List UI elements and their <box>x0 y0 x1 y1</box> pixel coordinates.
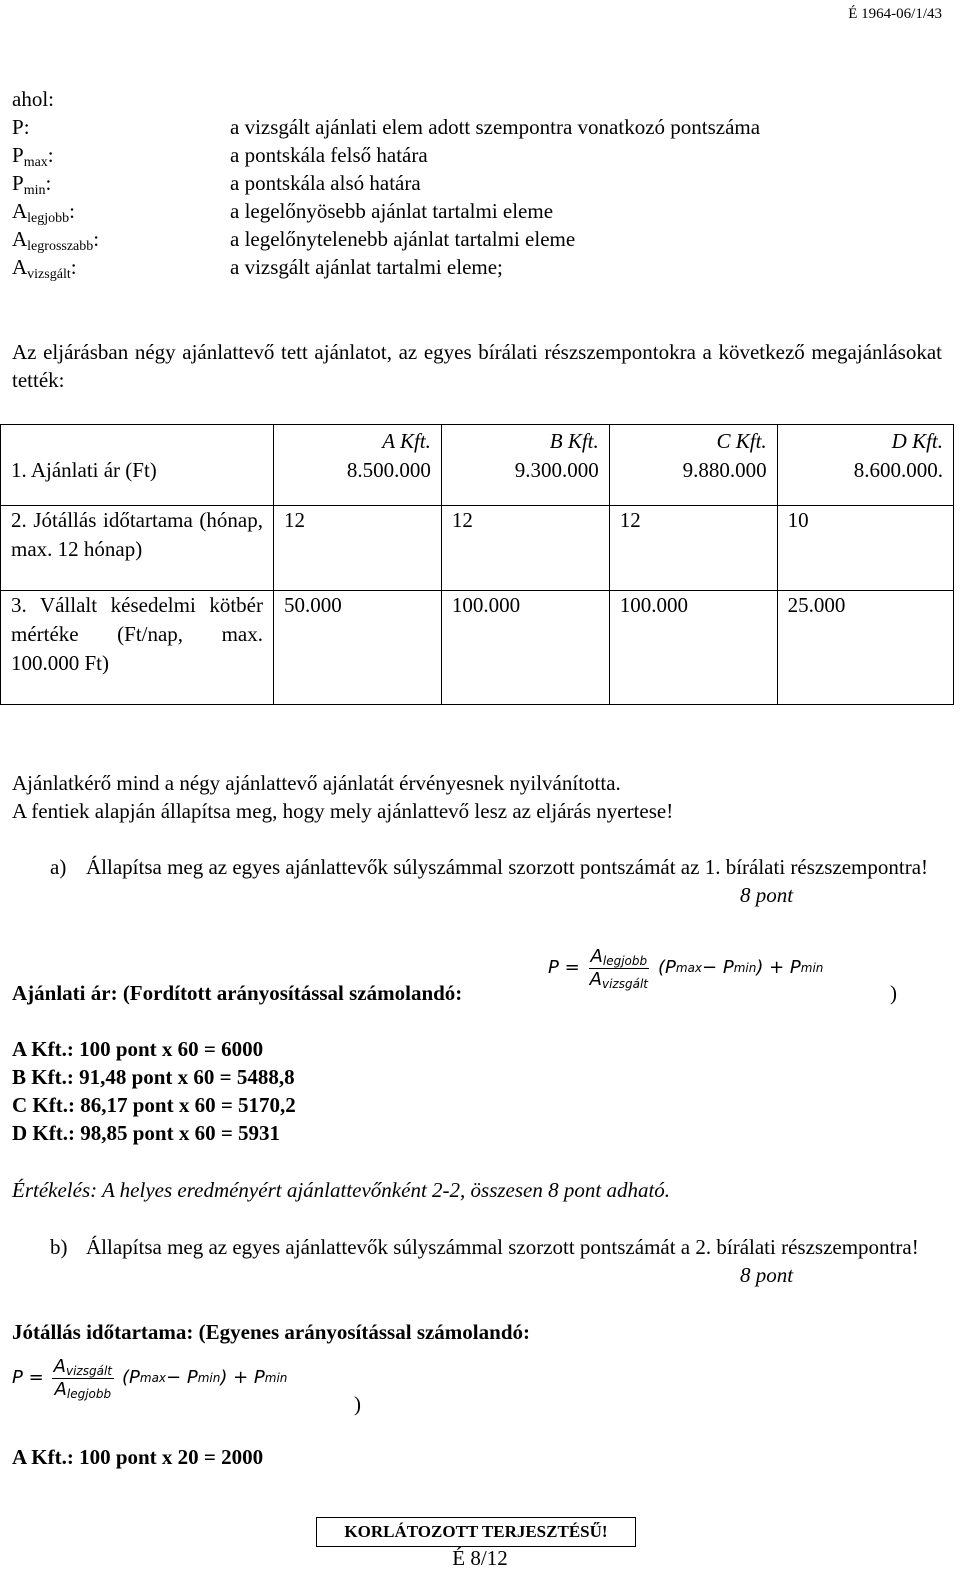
section-b-closing-paren: ) <box>354 1392 361 1416</box>
table-header-cell: C Kft. <box>609 425 777 457</box>
result-line: D Kft.: 98,85 pont x 60 = 5931 <box>12 1121 281 1145</box>
task-a-label: a) <box>50 855 67 879</box>
intro-paragraph: Az eljárásban négy ajánlattevő tett ajánlatot, az egyes bírálati részszempontokra a következő megajánlásokat tették: <box>12 340 942 392</box>
definition-symbol: $P_{max}$: <box>12 143 54 170</box>
table-criterion-cell: 3. Vállalt késedelmi kötbér mértéke (Ft/nap, max. 100.000 Ft) <box>1 591 274 705</box>
task-a <box>50 853 942 881</box>
table-value-cell: 25.000 <box>777 591 953 705</box>
table-row <box>1 456 954 506</box>
definition-description: a vizsgált ajánlat tartalmi eleme; <box>230 255 503 279</box>
formula-reverse-proportion: P = $\frac{A_{legjobb}}{A_{vizsgált}}$ (P max − P min ) + P min <box>548 945 824 991</box>
task-b-label: b) <box>50 1235 68 1259</box>
definitions-intro: ahol: <box>12 87 54 111</box>
page-number: É 8/12 <box>452 1546 508 1570</box>
result-line: C Kft.: 86,17 pont x 60 = 5170,2 <box>12 1093 296 1117</box>
table-row <box>1 591 954 705</box>
task-b <box>50 1233 942 1261</box>
definition-description: a legelőnytelenebb ajánlat tartalmi eleme <box>230 227 576 251</box>
task-a-points: 8 pont <box>740 883 794 907</box>
table-value-cell: 100.000 <box>609 591 777 705</box>
section-a-closing-paren: ) <box>890 981 897 1005</box>
table-header-cell: A Kft. <box>274 425 442 457</box>
definition-symbol: $A_{vizsgált}$: <box>12 255 77 282</box>
result-line: A Kft.: 100 pont x 20 = 2000 <box>12 1445 264 1469</box>
result-line: B Kft.: 91,48 pont x 60 = 5488,8 <box>12 1065 295 1089</box>
offers-table <box>0 424 954 705</box>
table-value-cell: 9.300.000 <box>441 456 609 506</box>
table-header-cell: D Kft. <box>777 425 953 457</box>
restriction-stamp: KORLÁTOZOTT TERJESZTÉSŰ! <box>316 1517 636 1547</box>
question-paragraph: A fentiek alapján állapítsa meg, hogy mely ajánlattevő lesz az eljárás nyertese! <box>12 799 674 823</box>
task-b-text: Állapítsa meg az egyes ajánlattevők súlyszámmal szorzott pontszámát a 2. bírálati részszempontra! <box>86 1235 919 1259</box>
table-value-cell: 8.600.000. <box>777 456 953 506</box>
definition-symbol: $A_{legjobb}$: <box>12 199 76 226</box>
definition-symbol: $P_{min}$: <box>12 171 52 198</box>
definition-description: a legelőnyösebb ajánlat tartalmi eleme <box>230 199 554 223</box>
definition-symbol: $A_{legrosszabb}$: <box>12 227 100 254</box>
formula-direct-proportion: P = $\frac{A_{vizsgált}}{A_{legjobb}}$ (P max − P min ) + P min <box>12 1355 288 1401</box>
table-value-cell: 12 <box>274 506 442 591</box>
table-value-cell: 12 <box>609 506 777 591</box>
definition-description: a vizsgált ajánlati elem adott szempontra vonatkozó pontszáma <box>230 115 761 139</box>
table-value-cell: 9.880.000 <box>609 456 777 506</box>
definition-symbol: P: <box>12 115 30 139</box>
table-row <box>1 506 954 591</box>
table-value-cell: 10 <box>777 506 953 591</box>
section-a-heading: Ajánlati ár: (Fordított arányosítással számolandó: <box>12 981 463 1005</box>
table-header-row <box>1 425 954 457</box>
table-value-cell: 12 <box>441 506 609 591</box>
table-criterion-cell: 2. Jótállás időtartama (hónap, max. 12 hónap) <box>1 506 274 591</box>
definition-description: a pontskála felső határa <box>230 143 428 167</box>
task-a-text: Állapítsa meg az egyes ajánlattevők súlyszámmal szorzott pontszámát az 1. bírálati részszempontra! <box>86 855 929 879</box>
table-header-cell: B Kft. <box>441 425 609 457</box>
section-b-heading: Jótállás időtartama: (Egyenes arányosítással számolandó: <box>12 1320 530 1344</box>
evaluation-note: Értékelés: A helyes eredményért ajánlattevőnként 2-2, összesen 8 pont adható. <box>12 1178 671 1202</box>
task-b-points: 8 pont <box>740 1263 794 1287</box>
validity-paragraph: Ajánlatkérő mind a négy ajánlattevő ajánlatát érvényesnek nyilvánította. <box>12 771 621 795</box>
document-code: É 1964-06/1/43 <box>848 6 942 22</box>
table-criterion-cell: 1. Ajánlati ár (Ft) <box>1 456 274 506</box>
table-value-cell: 8.500.000 <box>274 456 442 506</box>
table-value-cell: 100.000 <box>441 591 609 705</box>
result-line: A Kft.: 100 pont x 60 = 6000 <box>12 1037 264 1061</box>
table-corner-cell <box>1 425 274 457</box>
table-value-cell: 50.000 <box>274 591 442 705</box>
definition-description: a pontskála alsó határa <box>230 171 421 195</box>
